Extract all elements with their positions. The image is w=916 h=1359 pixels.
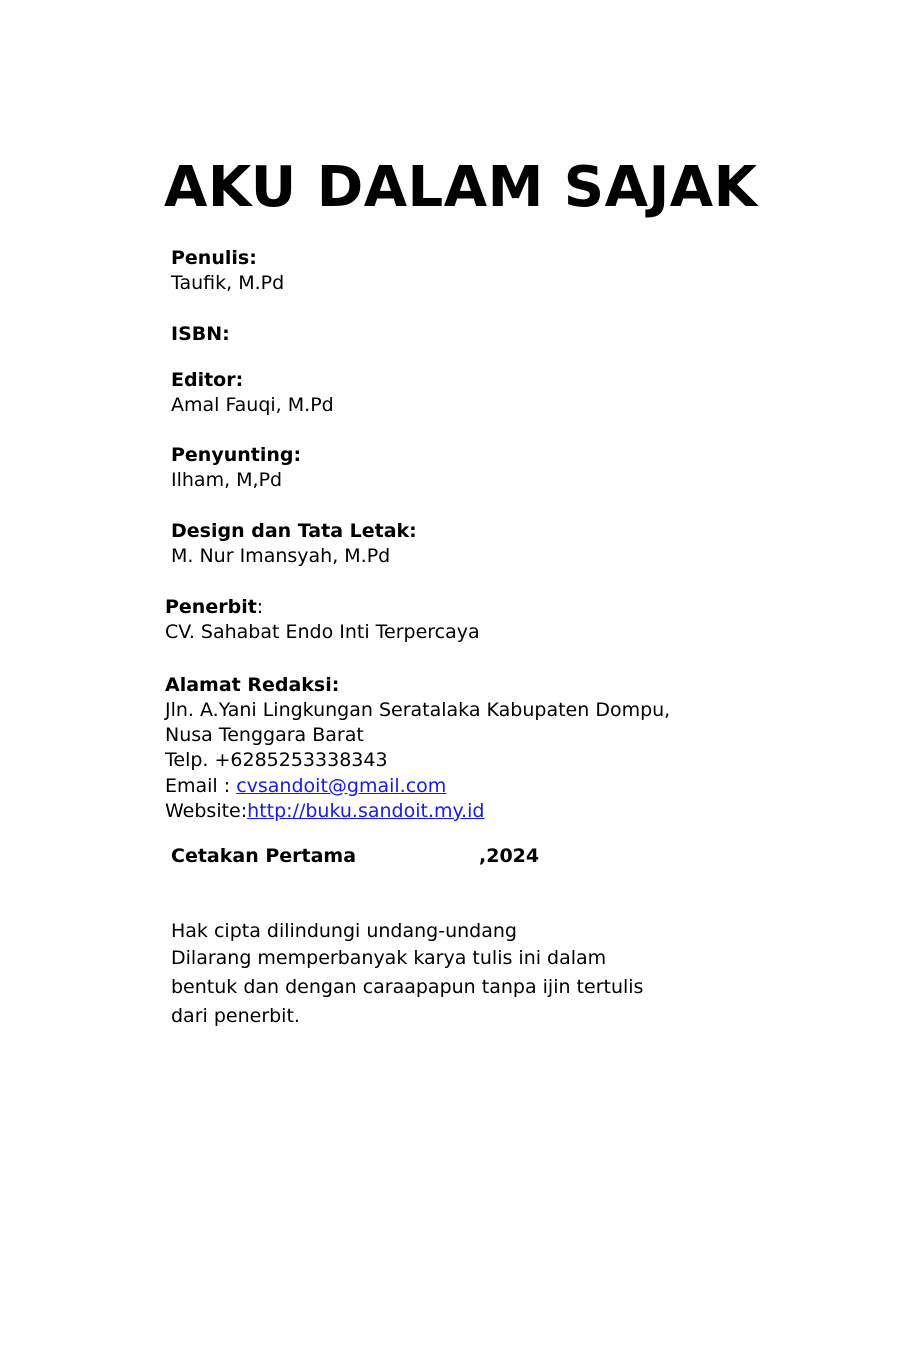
address-phone: Telp. +6285253338343 bbox=[165, 749, 388, 771]
publisher-heading bbox=[165, 595, 263, 620]
writer-value: Taufik, M.Pd bbox=[171, 272, 285, 294]
isbn-label: ISBN: bbox=[171, 323, 230, 345]
email-label: Email : bbox=[165, 775, 237, 797]
address-line-2: Nusa Tenggara Barat bbox=[165, 724, 364, 746]
email-link[interactable]: cvsandoit@gmail.com bbox=[236, 775, 447, 797]
copyright-line-1: Hak cipta dilindungi undang-undang bbox=[171, 920, 517, 942]
edition-year: ,2024 bbox=[479, 845, 540, 867]
publisher-value: CV. Sahabat Endo Inti Terpercaya bbox=[165, 621, 480, 643]
book-title: AKU DALAM SAJAK bbox=[164, 155, 758, 220]
website-label: Website: bbox=[165, 800, 248, 822]
address-email-row bbox=[165, 774, 446, 799]
address-website-row bbox=[165, 799, 484, 824]
editor-label: Editor: bbox=[171, 369, 244, 391]
copyright-notice bbox=[171, 918, 691, 1031]
copyright-line-2: Dilarang memperbanyak karya tulis ini dalam bentuk dan dengan caraapapun tanpa ijin tertulis dari penerbit. bbox=[171, 947, 644, 1027]
edition-label: Cetakan Pertama bbox=[171, 845, 357, 867]
copyeditor-value: Ilham, M,Pd bbox=[171, 469, 283, 491]
writer-label: Penulis: bbox=[171, 247, 257, 269]
design-label: Design dan Tata Letak: bbox=[171, 520, 417, 542]
address-line-1: Jln. A.Yani Lingkungan Seratalaka Kabupaten Dompu, bbox=[165, 699, 671, 721]
editor-value: Amal Fauqi, M.Pd bbox=[171, 394, 334, 416]
publisher-label: Penerbit bbox=[165, 596, 257, 618]
website-link[interactable]: http://buku.sandoit.my.id bbox=[247, 800, 485, 822]
design-value: M. Nur Imansyah, M.Pd bbox=[171, 545, 391, 567]
address-label: Alamat Redaksi: bbox=[165, 674, 340, 696]
copyeditor-label: Penyunting: bbox=[171, 444, 302, 466]
publisher-colon: : bbox=[256, 596, 264, 618]
